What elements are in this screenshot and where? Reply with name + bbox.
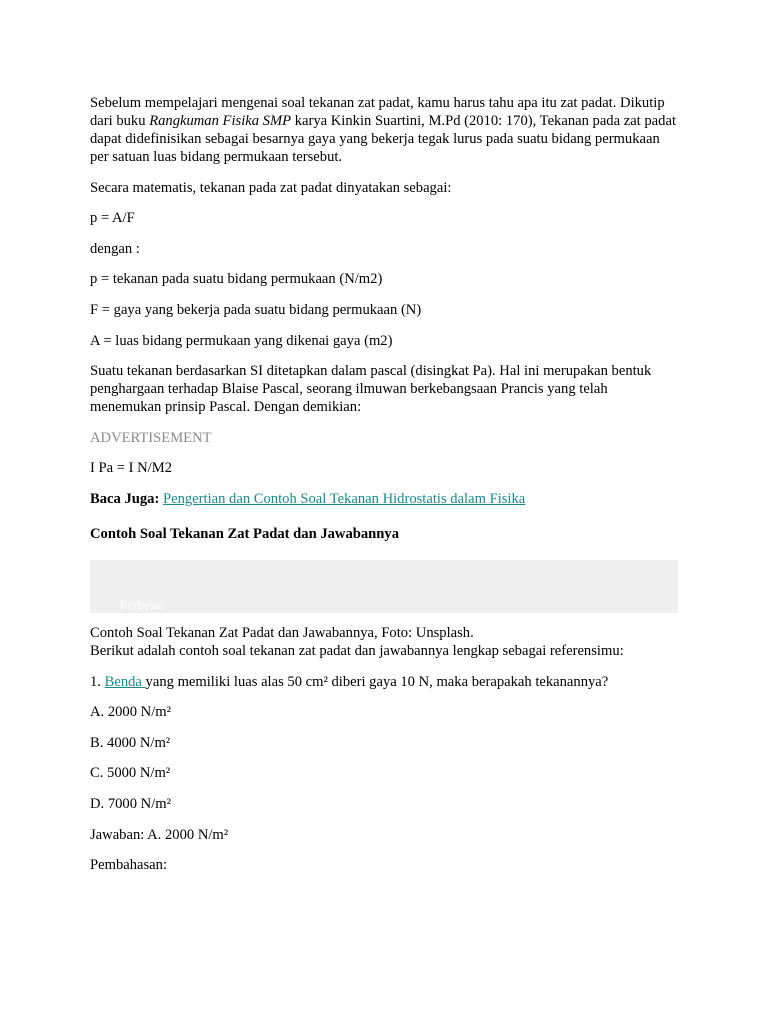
baca-juga-label: Baca Juga: <box>90 490 160 507</box>
question-number: 1. <box>90 673 101 690</box>
discussion-label: Pembahasan: <box>90 857 168 874</box>
pascal-formula: I Pa = I N/M2 <box>90 460 173 477</box>
article-body <box>90 94 680 887</box>
article-image[interactable] <box>90 560 678 613</box>
option-b: B. 4000 N/m² <box>90 734 171 751</box>
si-paragraph: Suatu tekanan berdasarkan SI ditetapkan dalam pascal (disingkat Pa). Hal ini merupakan bentuk penghargaan terhadap Blaise Pascal, seorang ilmuwan berkebangsaan Prancis yang telah menemukan prinsip Pascal. Dengan demikian: <box>90 363 652 416</box>
option-a: A. 2000 N/m² <box>90 704 171 721</box>
answer: Jawaban: A. 2000 N/m² <box>90 826 229 843</box>
intro-text-part1: Sebelum mempelajari mengenai soal tekanan zat padat, kamu harus tahu apa itu zat padat. Dikutip dari buku <box>90 95 665 129</box>
definition-pressure: p = tekanan pada suatu bidang permukaan (N/m2) <box>90 271 383 288</box>
intro-paragraph <box>90 94 680 166</box>
image-caption-block <box>90 624 680 660</box>
option-c: C. 5000 N/m² <box>90 765 171 782</box>
question-link-benda[interactable]: Benda <box>104 673 146 690</box>
advertisement-label: ADVERTISEMENT <box>90 429 212 446</box>
baca-juga <box>90 490 680 508</box>
section-heading: Contoh Soal Tekanan Zat Padat dan Jawabannya <box>90 525 400 542</box>
enlarge-button[interactable]: Perbesar <box>120 596 165 612</box>
option-d: D. 7000 N/m² <box>90 795 171 812</box>
question-1 <box>90 673 680 691</box>
image-caption: Contoh Soal Tekanan Zat Padat dan Jawabannya, Foto: Unsplash. <box>90 624 474 641</box>
question-text: yang memiliki luas alas 50 cm² diberi gaya 10 N, maka berapakah tekanannya? <box>145 673 609 690</box>
pressure-formula: p = A/F <box>90 210 135 227</box>
definition-force: F = gaya yang bekerja pada suatu bidang permukaan (N) <box>90 301 422 318</box>
definition-area: A = luas bidang permukaan yang dikenai gaya (m2) <box>90 332 393 349</box>
dengan-label: dengan : <box>90 240 140 257</box>
caption-followup: Berikut adalah contoh soal tekanan zat padat dan jawabannya lengkap sebagai referensimu: <box>90 642 624 659</box>
math-intro: Secara matematis, tekanan pada zat padat dinyatakan sebagai: <box>90 179 452 196</box>
baca-juga-link[interactable]: Pengertian dan Contoh Soal Tekanan Hidrostatis dalam Fisika <box>162 490 526 507</box>
intro-text-part2: karya Kinkin Suartini, M.Pd (2010: 170), Tekanan pada zat padat dapat didefinisikan sebagai besarnya gaya yang bekerja tegak lurus pada suatu bidang permukaan per satuan luas bidang permukaan tersebut. <box>90 113 676 165</box>
book-title: Rangkuman Fisika SMP <box>149 113 292 129</box>
